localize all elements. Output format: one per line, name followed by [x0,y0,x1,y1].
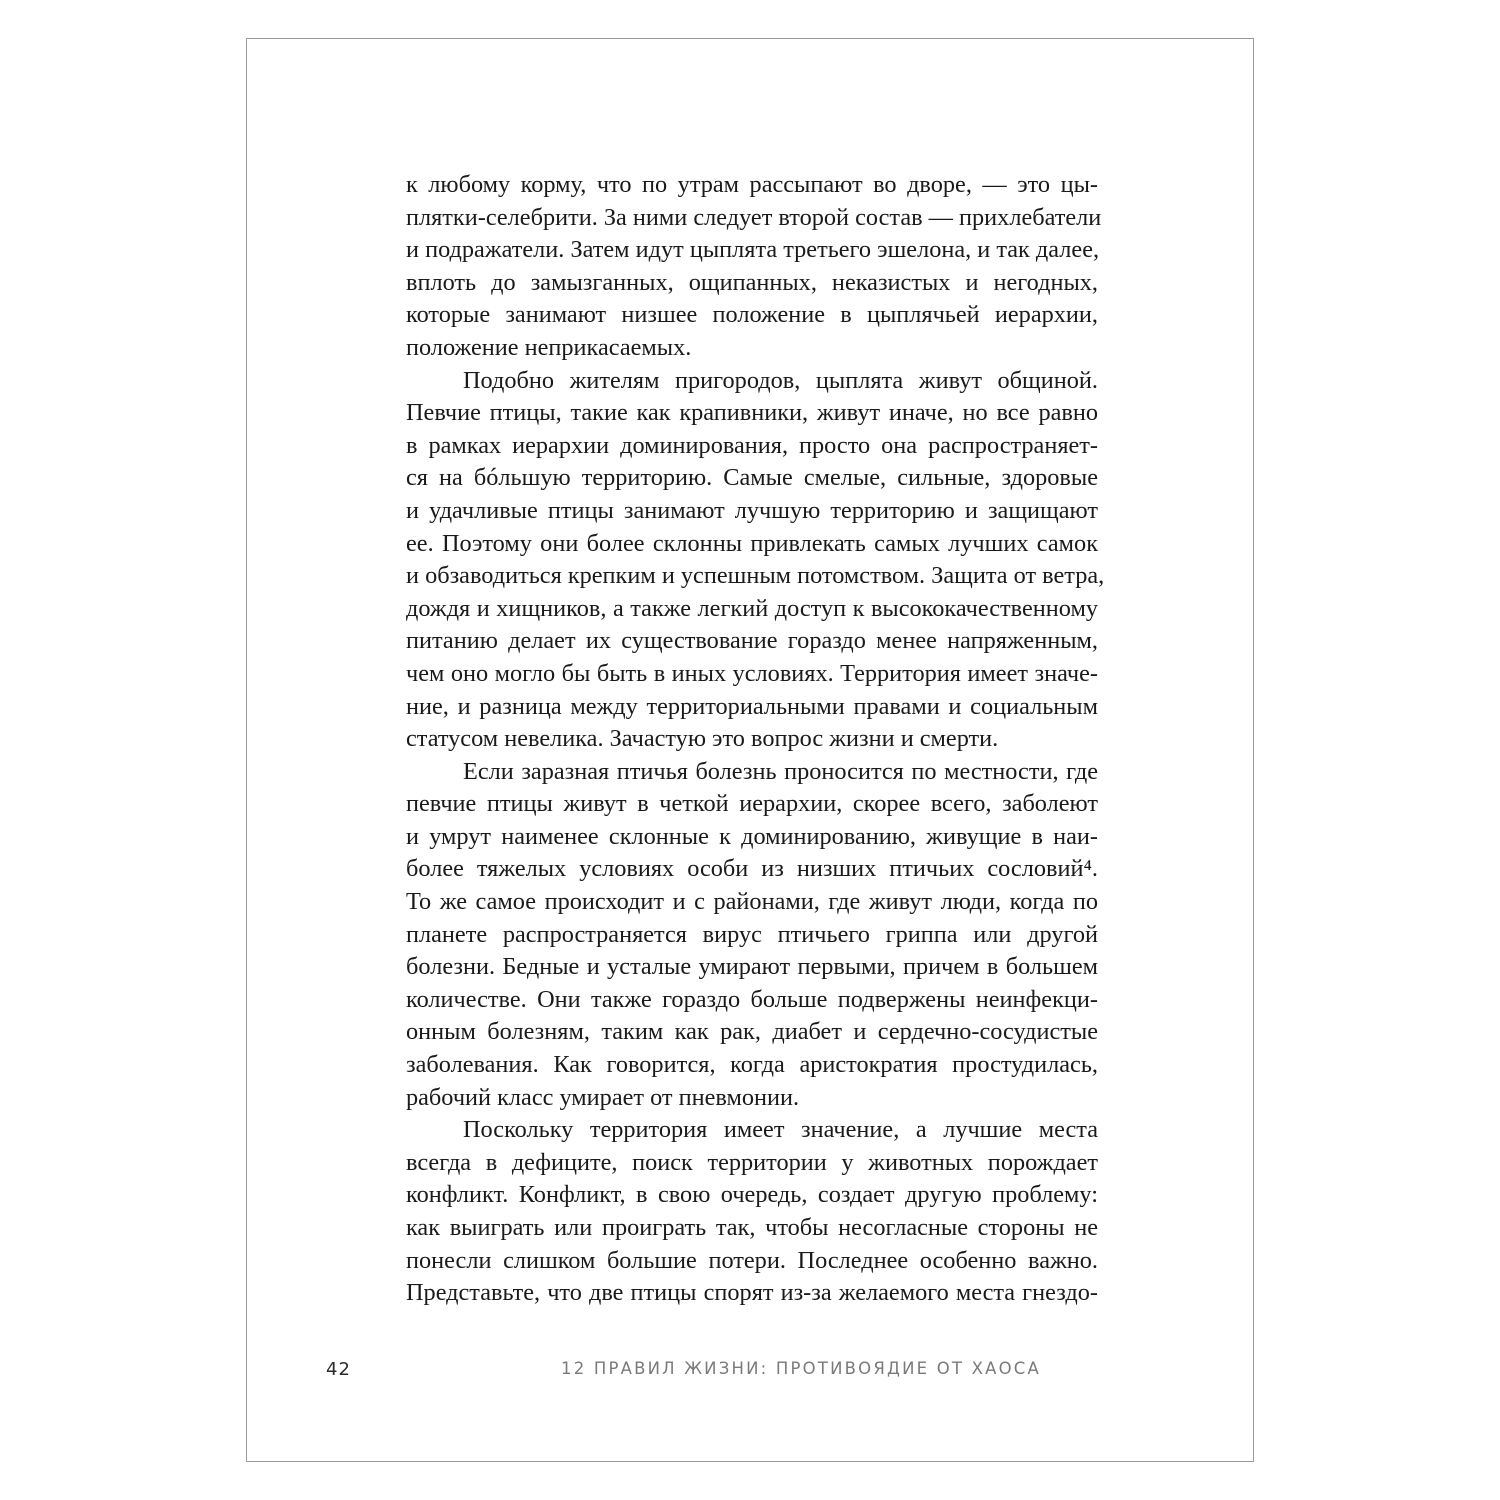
running-title: 12 ПРАВИЛ ЖИЗНИ: ПРОТИВОЯДИЕ ОТ ХАОСА [561,1359,1041,1378]
text-line: ся на бóльшую территорию. Самые смелые, сильные, здоровые [406,464,1098,492]
text-line: чем оно могло бы быть в иных условиях. Территория имеет значе- [406,659,1098,687]
text-line: которые занимают низшее положение в цыплячьей иерархии, [406,301,1098,329]
text-line: конфликт. Конфликт, в свою очередь, создает другую проблему: [406,1181,1098,1209]
text-line: Подобно жителям пригородов, цыплята живут общиной. [463,366,1098,394]
page-number: 42 [326,1359,351,1380]
text-line: понесли слишком большие потери. Последнее особенно важно. [406,1246,1098,1274]
text-line: и подражатели. Затем идут цыплята третьего эшелона, и так далее, [406,236,1100,264]
text-line: болезни. Бедные и усталые умирают первыми, причем в большем [406,953,1098,981]
text-line: ние, и разница между территориальными правами и социальным [406,692,1098,720]
text-line: Певчие птицы, такие как крапивники, живут иначе, но все равно [406,399,1098,427]
body-text [406,169,1105,1310]
text-line: всегда в дефиците, поиск территории у животных порождает [406,1148,1098,1176]
text-line: статусом невелика. Зачастую это вопрос жизни и смерти. [406,725,999,753]
text-line: и удачливые птицы занимают лучшую территорию и защищают [406,496,1098,524]
text-line: заболевания. Как говорится, когда аристократия простудилась, [406,1051,1098,1079]
text-line: более тяжелых условиях особи из низших птичьих сословий⁴. [406,855,1098,883]
text-line: вплоть до замызганных, ощипанных, неказистых и негодных, [406,268,1098,296]
book-page [246,38,1254,1462]
text-line: в рамках иерархии доминирования, просто она распространяет- [406,431,1098,459]
text-line: онным болезням, таким как рак, диабет и сердечно-сосудистые [406,1018,1098,1046]
text-line: положение неприкасаемых. [406,333,692,361]
text-line: певчие птицы живут в четкой иерархии, скорее всего, заболеют [406,790,1098,818]
text-line: питанию делает их существование гораздо менее напряженным, [406,627,1098,655]
text-line: планете распространяется вирус птичьего гриппа или другой [406,920,1098,948]
text-line: Представьте, что две птицы спорят из-за желаемого места гнездо- [406,1279,1098,1307]
text-line: Поскольку территория имеет значение, а лучшие места [463,1116,1098,1144]
text-line: как выиграть или проиграть так, чтобы несогласные стороны не [406,1214,1098,1241]
text-line: количестве. Они также гораздо больше подвержены неинфекци- [406,985,1098,1013]
text-line: дождя и хищников, а также легкий доступ к высококачественному [406,594,1098,622]
text-line: и обзаводиться крепким и успешным потомством. Защита от ветра, [406,562,1105,590]
text-line: То же самое происходит и с районами, где живут люди, когда по [406,888,1098,916]
text-line: ее. Поэтому они более склонны привлекать самых лучших самок [406,529,1098,557]
text-line: к любому корму, что по утрам рассыпают во дворе, — это цы- [406,171,1098,198]
text-line: рабочий класс умирает от пневмонии. [406,1083,800,1111]
text-line: плятки-селебрити. За ними следует второй состав — прихлебатели [406,203,1102,231]
text-line: Если заразная птичья болезнь проносится по местности, где [463,757,1098,785]
text-line: и умрут наименее склонные к доминированию, живущие в наи- [406,822,1098,850]
